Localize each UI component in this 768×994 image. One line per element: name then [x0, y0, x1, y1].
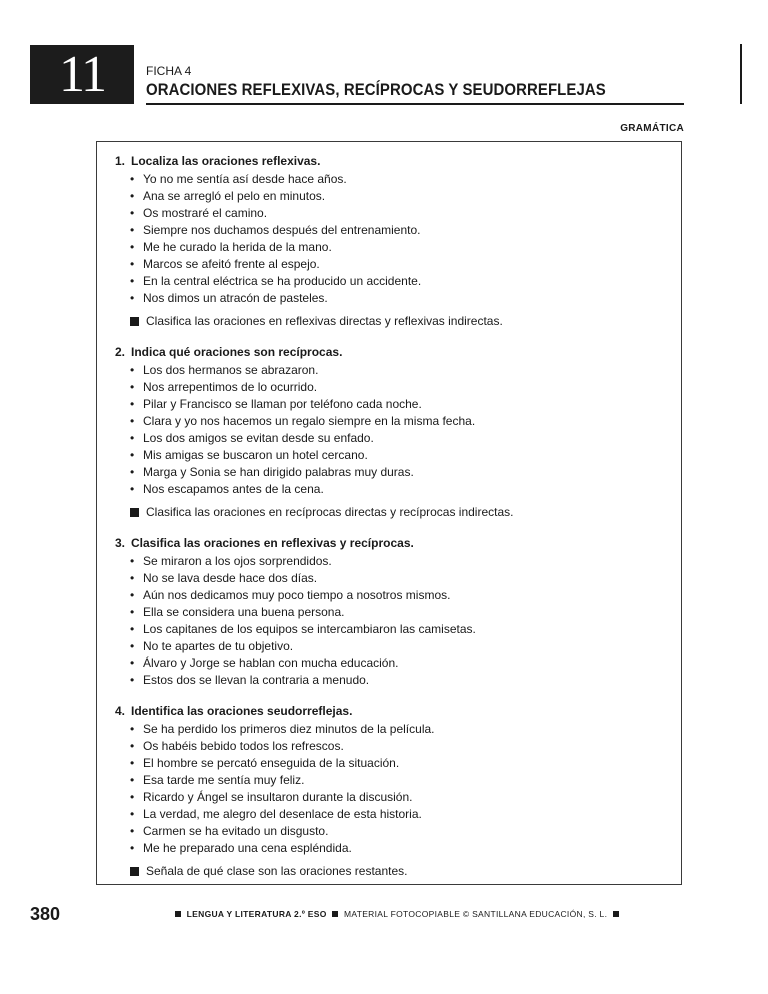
list-item: • Nos arrepentimos de lo ocurrido. — [130, 379, 675, 396]
list-item: • Nos dimos un atracón de pasteles. — [130, 290, 675, 307]
list-item: • Los dos hermanos se abrazaron. — [130, 362, 675, 379]
exercise-1 — [115, 152, 675, 330]
list-item: • Ana se arregló el pelo en minutos. — [130, 188, 675, 205]
footer-book-title: LENGUA Y LITERATURA 2.º ESO — [186, 909, 327, 919]
list-item: • Los capitanes de los equipos se intercambiaron las camisetas. — [130, 621, 675, 638]
task-text: Clasifica las oraciones en recíprocas directas y recíprocas indirectas. — [146, 505, 514, 519]
list-item: • Álvaro y Jorge se hablan con mucha educación. — [130, 655, 675, 672]
task-text: Señala de qué clase son las oraciones restantes. — [146, 864, 408, 878]
sentence-list — [115, 362, 675, 498]
square-bullet-icon — [130, 508, 139, 517]
exercise-title — [115, 152, 675, 171]
exercise-number: 1. — [115, 154, 126, 168]
exercise-title-text: Clasifica las oraciones en reflexivas y recíprocas. — [131, 536, 414, 550]
sentence-list — [115, 553, 675, 689]
list-item: • El hombre se percató enseguida de la situación. — [130, 755, 675, 772]
exercise-title-text: Identifica las oraciones seudorreflejas. — [131, 704, 353, 718]
exercise-number: 3. — [115, 536, 126, 550]
square-bullet-icon — [130, 317, 139, 326]
exercise-title-text: Localiza las oraciones reflexivas. — [131, 154, 321, 168]
list-item: • Marga y Sonia se han dirigido palabras muy duras. — [130, 464, 675, 481]
sentence-list — [115, 721, 675, 857]
list-item: • Siempre nos duchamos después del entrenamiento. — [130, 222, 675, 239]
page-title: ORACIONES REFLEXIVAS, RECÍPROCAS Y SEUDORREFLEJAS — [146, 80, 606, 99]
task-prompt — [130, 863, 675, 880]
unit-number-badge: 11 — [30, 45, 134, 104]
list-item: • Aún nos dedicamos muy poco tiempo a nosotros mismos. — [130, 587, 675, 604]
list-item: • Mis amigas se buscaron un hotel cercano. — [130, 447, 675, 464]
exercise-box — [96, 141, 682, 885]
list-item: • Se ha perdido los primeros diez minutos de la película. — [130, 721, 675, 738]
list-item: • No te apartes de tu objetivo. — [130, 638, 675, 655]
task-prompt — [130, 313, 675, 330]
list-item: • Pilar y Francisco se llaman por teléfono cada noche. — [130, 396, 675, 413]
list-item: • Yo no me sentía así desde hace años. — [130, 171, 675, 188]
exercise-4 — [115, 702, 675, 880]
list-item: • No se lava desde hace dos días. — [130, 570, 675, 587]
list-item: • Estos dos se llevan la contraria a menudo. — [130, 672, 675, 689]
ficha-label: FICHA 4 — [146, 64, 192, 78]
square-bullet-icon — [130, 867, 139, 876]
list-item: • En la central eléctrica se ha producido un accidente. — [130, 273, 675, 290]
list-item: • La verdad, me alegro del desenlace de esta historia. — [130, 806, 675, 823]
title-rule — [146, 103, 684, 105]
square-bullet-icon — [332, 911, 338, 917]
page-number: 380 — [30, 904, 61, 924]
list-item: • Me he curado la herida de la mano. — [130, 239, 675, 256]
list-item: • Os mostraré el camino. — [130, 205, 675, 222]
list-item: • Los dos amigos se evitan desde su enfado. — [130, 430, 675, 447]
margin-rule — [740, 44, 742, 104]
exercise-number: 2. — [115, 345, 126, 359]
list-item: • Ricardo y Ángel se insultaron durante la discusión. — [130, 789, 675, 806]
exercise-title — [115, 702, 675, 721]
square-bullet-icon — [175, 911, 181, 917]
list-item: • Marcos se afeitó frente al espejo. — [130, 256, 675, 273]
exercise-3 — [115, 534, 675, 689]
exercise-number: 4. — [115, 704, 126, 718]
list-item: • Clara y yo nos hacemos un regalo siempre en la misma fecha. — [130, 413, 675, 430]
task-prompt — [130, 504, 675, 521]
exercise-title — [115, 343, 675, 362]
list-item: • Ella se considera una buena persona. — [130, 604, 675, 621]
footer-rights: MATERIAL FOTOCOPIABLE © SANTILLANA EDUCACIÓN, S. L. — [344, 909, 608, 919]
footer-credits — [172, 909, 622, 919]
list-item: • Me he preparado una cena espléndida. — [130, 840, 675, 857]
list-item: • Os habéis bebido todos los refrescos. — [130, 738, 675, 755]
section-label: GRAMÁTICA — [620, 123, 684, 134]
list-item: • Carmen se ha evitado un disgusto. — [130, 823, 675, 840]
exercise-2 — [115, 343, 675, 521]
sentence-list — [115, 171, 675, 307]
list-item: • Nos escapamos antes de la cena. — [130, 481, 675, 498]
square-bullet-icon — [613, 911, 619, 917]
task-text: Clasifica las oraciones en reflexivas directas y reflexivas indirectas. — [146, 314, 503, 328]
list-item: • Se miraron a los ojos sorprendidos. — [130, 553, 675, 570]
exercise-title-text: Indica qué oraciones son recíprocas. — [131, 345, 343, 359]
exercise-title — [115, 534, 675, 553]
list-item: • Esa tarde me sentía muy feliz. — [130, 772, 675, 789]
